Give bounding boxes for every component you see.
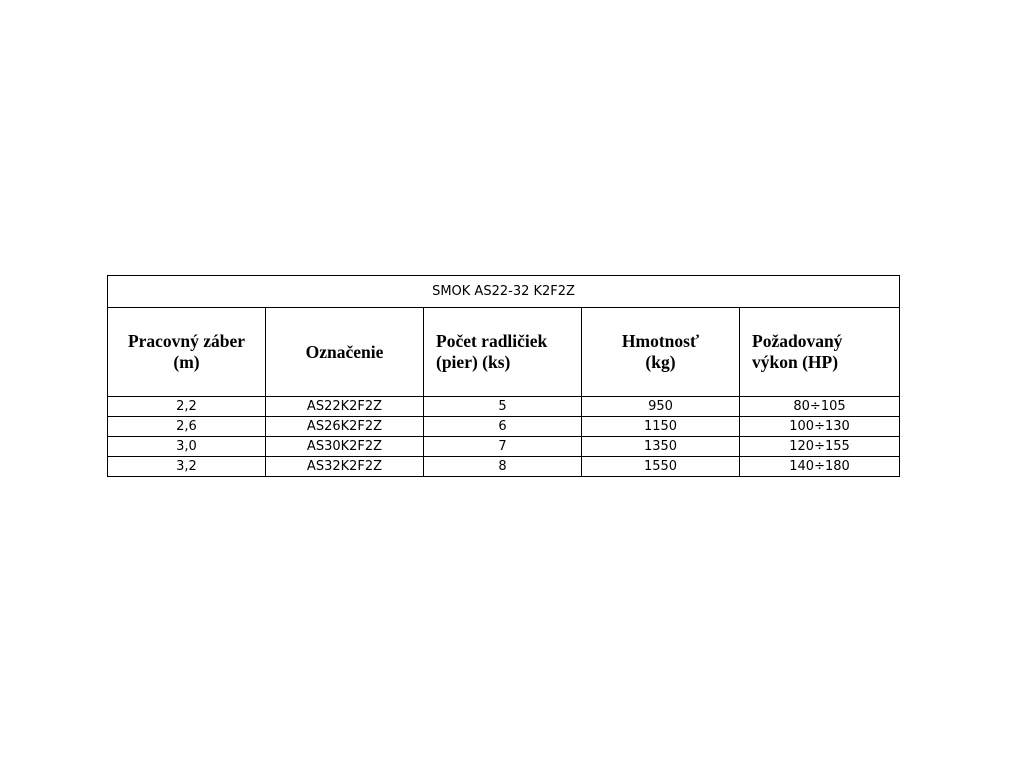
cell-weight: 950 [582,397,740,417]
cell-weight: 1350 [582,437,740,457]
cell-weight: 1550 [582,457,740,477]
spec-table [107,275,900,477]
cell-working-width: 3,0 [108,437,266,457]
cell-designation: AS32K2F2Z [266,457,424,477]
header-weight [582,308,740,397]
header-designation [266,308,424,397]
table-row [108,457,900,477]
header-working-width [108,308,266,397]
cell-share-count: 8 [424,457,582,477]
table-row [108,417,900,437]
table-row [108,397,900,417]
cell-required-power: 140÷180 [740,457,900,477]
cell-required-power: 100÷130 [740,417,900,437]
cell-share-count: 6 [424,417,582,437]
cell-designation: AS26K2F2Z [266,417,424,437]
header-line: Počet radličiek [436,331,548,351]
header-required-power [740,308,900,397]
header-share-count [424,308,582,397]
cell-working-width: 3,2 [108,457,266,477]
header-line: Požadovaný [752,331,843,351]
cell-required-power: 120÷155 [740,437,900,457]
cell-working-width: 2,2 [108,397,266,417]
header-line: (pier) (ks) [436,352,511,372]
cell-required-power: 80÷105 [740,397,900,417]
cell-working-width: 2,6 [108,417,266,437]
header-line: (kg) [645,352,676,372]
header-line: výkon (HP) [752,352,839,372]
cell-designation: AS22K2F2Z [266,397,424,417]
table-title-row [108,276,900,308]
table-title: SMOK AS22-32 K2F2Z [108,276,900,308]
header-line: (m) [173,352,200,372]
table-row [108,437,900,457]
table-header-row [108,308,900,397]
header-line: Označenie [305,341,384,362]
cell-share-count: 7 [424,437,582,457]
header-line: Hmotnosť [621,331,700,351]
cell-weight: 1150 [582,417,740,437]
cell-share-count: 5 [424,397,582,417]
header-line: Pracovný záber [127,331,246,351]
cell-designation: AS30K2F2Z [266,437,424,457]
